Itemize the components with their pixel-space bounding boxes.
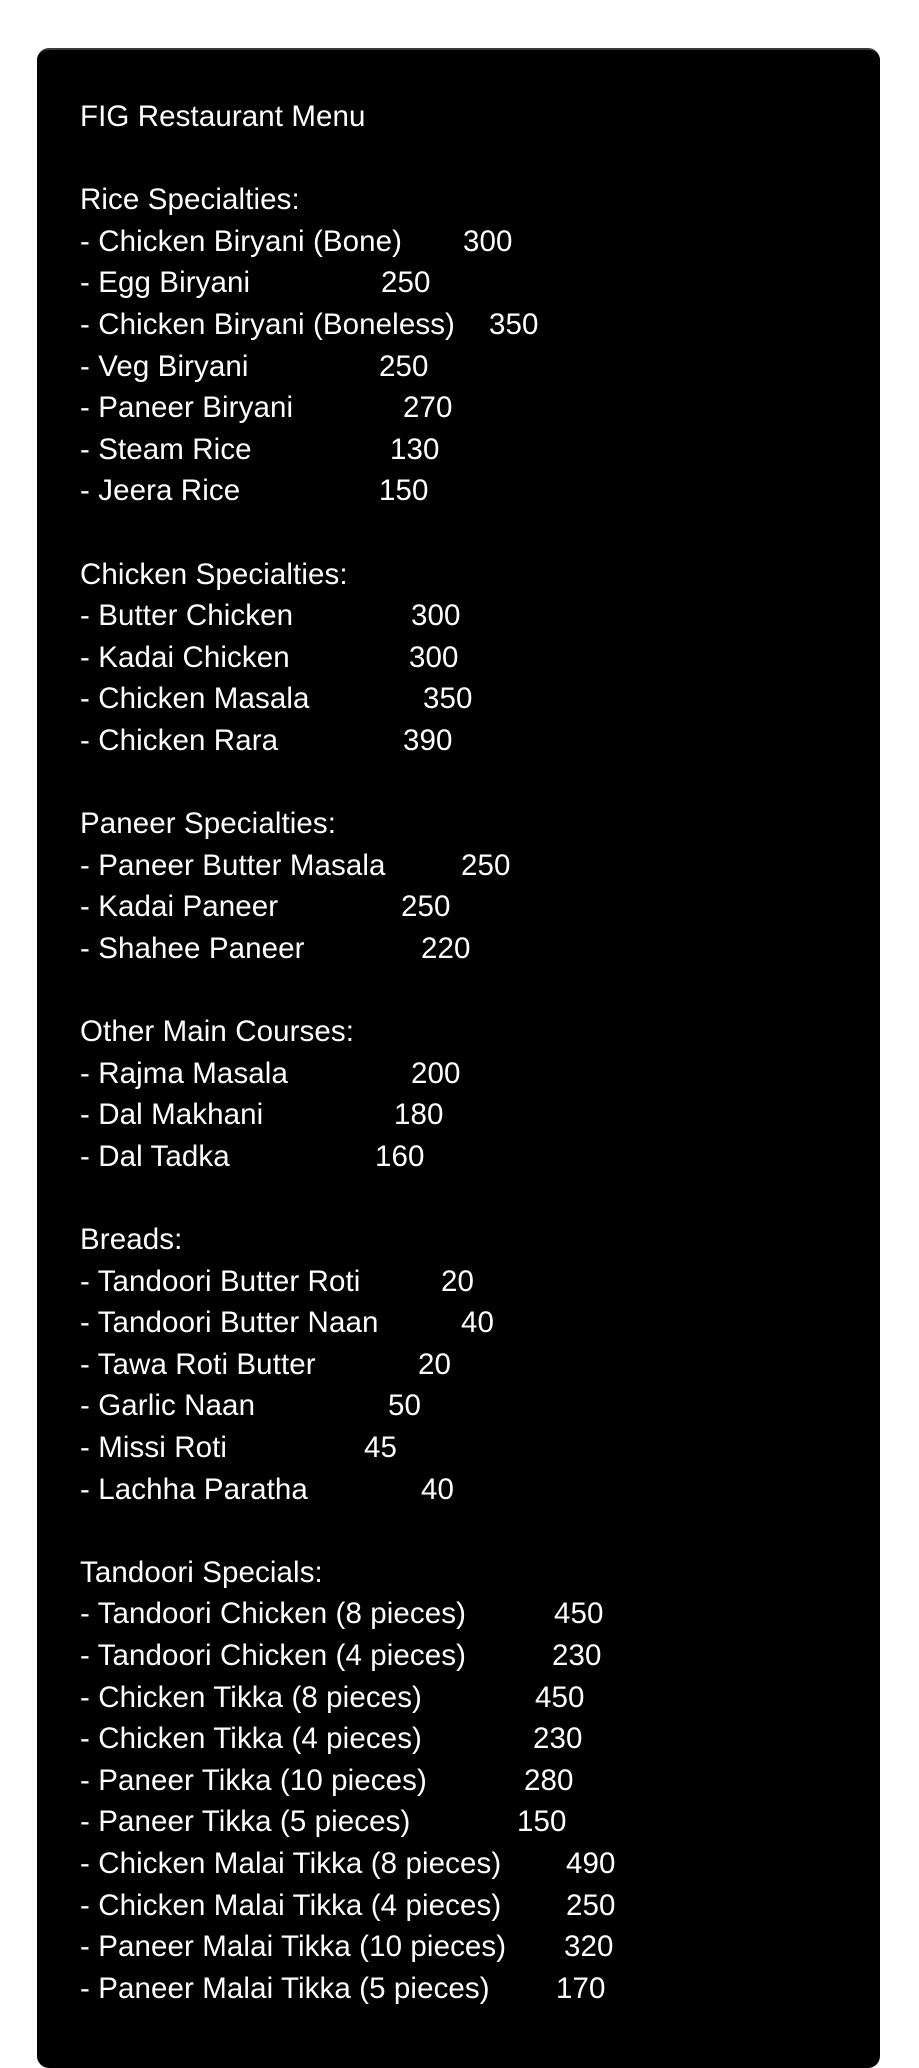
item-price: 40 bbox=[421, 1472, 455, 1506]
item-name: - Veg Biryani bbox=[80, 349, 249, 383]
item-name: - Lachha Paratha bbox=[80, 1472, 308, 1506]
item-name: - Dal Makhani bbox=[80, 1098, 264, 1132]
item-name: - Chicken Masala bbox=[80, 682, 310, 716]
item-price: 270 bbox=[403, 391, 453, 425]
menu-item bbox=[80, 720, 506, 762]
menu-item bbox=[80, 595, 506, 637]
item-name: - Paneer Tikka (5 pieces) bbox=[80, 1805, 411, 1839]
item-price: 490 bbox=[566, 1846, 616, 1880]
item-name: - Tawa Roti Butter bbox=[80, 1347, 316, 1381]
item-price: 320 bbox=[564, 1930, 614, 1964]
item-name: - Tandoori Butter Naan bbox=[80, 1306, 379, 1340]
item-price: 40 bbox=[461, 1306, 495, 1340]
item-price: 20 bbox=[441, 1264, 475, 1298]
menu-item bbox=[80, 1718, 583, 1760]
section-heading-paneer: Paneer Specialties: bbox=[80, 807, 337, 841]
item-price: 300 bbox=[409, 640, 459, 674]
item-name: - Paneer Malai Tikka (10 pieces) bbox=[80, 1930, 507, 1964]
item-name: - Egg Biryani bbox=[80, 266, 251, 300]
item-price: 300 bbox=[411, 599, 461, 633]
item-price: 45 bbox=[364, 1431, 398, 1464]
item-price: 390 bbox=[403, 723, 453, 757]
menu-item bbox=[80, 304, 539, 346]
item-name: - Tandoori Chicken (8 pieces) bbox=[80, 1597, 467, 1631]
item-name: - Steam Rice bbox=[80, 432, 252, 466]
menu-item bbox=[80, 928, 506, 970]
menu-item bbox=[80, 1677, 585, 1719]
menu-item bbox=[80, 678, 506, 720]
item-price: 350 bbox=[423, 682, 473, 716]
item-price: 180 bbox=[394, 1098, 444, 1132]
item-price: 150 bbox=[379, 474, 429, 508]
item-price: 250 bbox=[461, 848, 511, 882]
menu-item bbox=[80, 470, 506, 512]
menu-item bbox=[80, 1926, 614, 1968]
item-name: - Paneer Tikka (10 pieces) bbox=[80, 1763, 427, 1797]
item-name: - Tandoori Chicken (4 pieces) bbox=[80, 1638, 467, 1672]
section-heading-rice: Rice Specialties: bbox=[80, 183, 300, 217]
section-heading-breads: Breads: bbox=[80, 1223, 183, 1257]
menu-item bbox=[80, 886, 506, 928]
spacer bbox=[80, 1177, 506, 1219]
item-price: 250 bbox=[566, 1888, 616, 1922]
menu-item bbox=[80, 1261, 506, 1303]
item-price: 200 bbox=[411, 1056, 461, 1090]
item-price: 130 bbox=[390, 432, 440, 466]
item-name: - Jeera Rice bbox=[80, 474, 241, 508]
spacer bbox=[80, 138, 506, 180]
item-price: 20 bbox=[418, 1347, 452, 1381]
menu-item bbox=[80, 1094, 506, 1136]
item-name: - Paneer Butter Masala bbox=[80, 848, 386, 882]
menu-title: FIG Restaurant Menu bbox=[80, 100, 366, 133]
item-name: - Chicken Malai Tikka (8 pieces) bbox=[80, 1846, 502, 1880]
item-name: - Chicken Tikka (8 pieces) bbox=[80, 1680, 422, 1714]
item-price: 220 bbox=[421, 931, 471, 965]
item-name: - Chicken Biryani (Boneless) bbox=[80, 307, 455, 341]
item-name: - Chicken Biryani (Bone) bbox=[80, 224, 403, 258]
item-price: 230 bbox=[533, 1722, 583, 1756]
item-price: 450 bbox=[554, 1597, 604, 1631]
menu-text bbox=[80, 96, 616, 2009]
item-name: - Butter Chicken bbox=[80, 599, 294, 633]
menu-item bbox=[80, 1801, 567, 1843]
spacer bbox=[80, 969, 506, 1011]
item-price: 50 bbox=[388, 1389, 422, 1423]
item-name: - Kadai Chicken bbox=[80, 640, 290, 674]
section-heading-chicken: Chicken Specialties: bbox=[80, 557, 348, 591]
spacer bbox=[80, 762, 506, 804]
menu-item bbox=[80, 1843, 616, 1885]
section-heading-main-courses: Other Main Courses: bbox=[80, 1015, 355, 1049]
menu-item bbox=[80, 221, 513, 263]
item-price: 250 bbox=[381, 266, 431, 300]
item-price: 170 bbox=[556, 1971, 606, 2005]
menu-item bbox=[80, 262, 506, 304]
section-heading-tandoori: Tandoori Specials: bbox=[80, 1555, 323, 1589]
item-price: 450 bbox=[535, 1680, 585, 1714]
menu-item bbox=[80, 346, 506, 388]
item-name: - Tandoori Butter Roti bbox=[80, 1264, 361, 1298]
menu-item bbox=[80, 1635, 602, 1677]
item-name: - Paneer Biryani bbox=[80, 391, 294, 425]
item-price: 250 bbox=[379, 349, 429, 383]
menu-item bbox=[80, 1885, 616, 1927]
item-name: - Kadai Paneer bbox=[80, 890, 279, 924]
item-price: 150 bbox=[517, 1805, 567, 1839]
item-name: - Rajma Masala bbox=[80, 1056, 288, 1090]
menu-item bbox=[80, 1344, 506, 1386]
menu-item bbox=[80, 1385, 506, 1427]
item-name: - Shahee Paneer bbox=[80, 931, 305, 965]
menu-item bbox=[80, 1136, 506, 1178]
menu-item bbox=[80, 1427, 506, 1469]
menu-item bbox=[80, 1760, 574, 1802]
menu-item bbox=[80, 1968, 606, 2010]
menu-item bbox=[80, 429, 506, 471]
item-price: 160 bbox=[375, 1139, 425, 1173]
menu-item bbox=[80, 637, 506, 679]
item-name: - Missi Roti bbox=[80, 1431, 228, 1464]
item-name: - Paneer Malai Tikka (5 pieces) bbox=[80, 1971, 490, 2005]
item-price: 350 bbox=[489, 307, 539, 341]
menu-item bbox=[80, 1469, 506, 1511]
menu-item bbox=[80, 387, 506, 429]
item-name: - Chicken Tikka (4 pieces) bbox=[80, 1722, 422, 1756]
menu-item bbox=[80, 1302, 506, 1344]
item-price: 250 bbox=[401, 890, 451, 924]
item-name: - Chicken Malai Tikka (4 pieces) bbox=[80, 1888, 502, 1922]
spacer bbox=[80, 512, 506, 554]
item-price: 300 bbox=[463, 224, 513, 258]
menu-item bbox=[80, 1053, 506, 1095]
item-name: - Chicken Rara bbox=[80, 723, 279, 757]
item-price: 280 bbox=[524, 1763, 574, 1797]
item-name: - Garlic Naan bbox=[80, 1389, 256, 1423]
menu-item bbox=[80, 845, 511, 887]
menu-item bbox=[80, 1593, 604, 1635]
item-name: - Dal Tadka bbox=[80, 1139, 230, 1173]
spacer bbox=[80, 1510, 506, 1552]
item-price: 230 bbox=[552, 1638, 602, 1672]
